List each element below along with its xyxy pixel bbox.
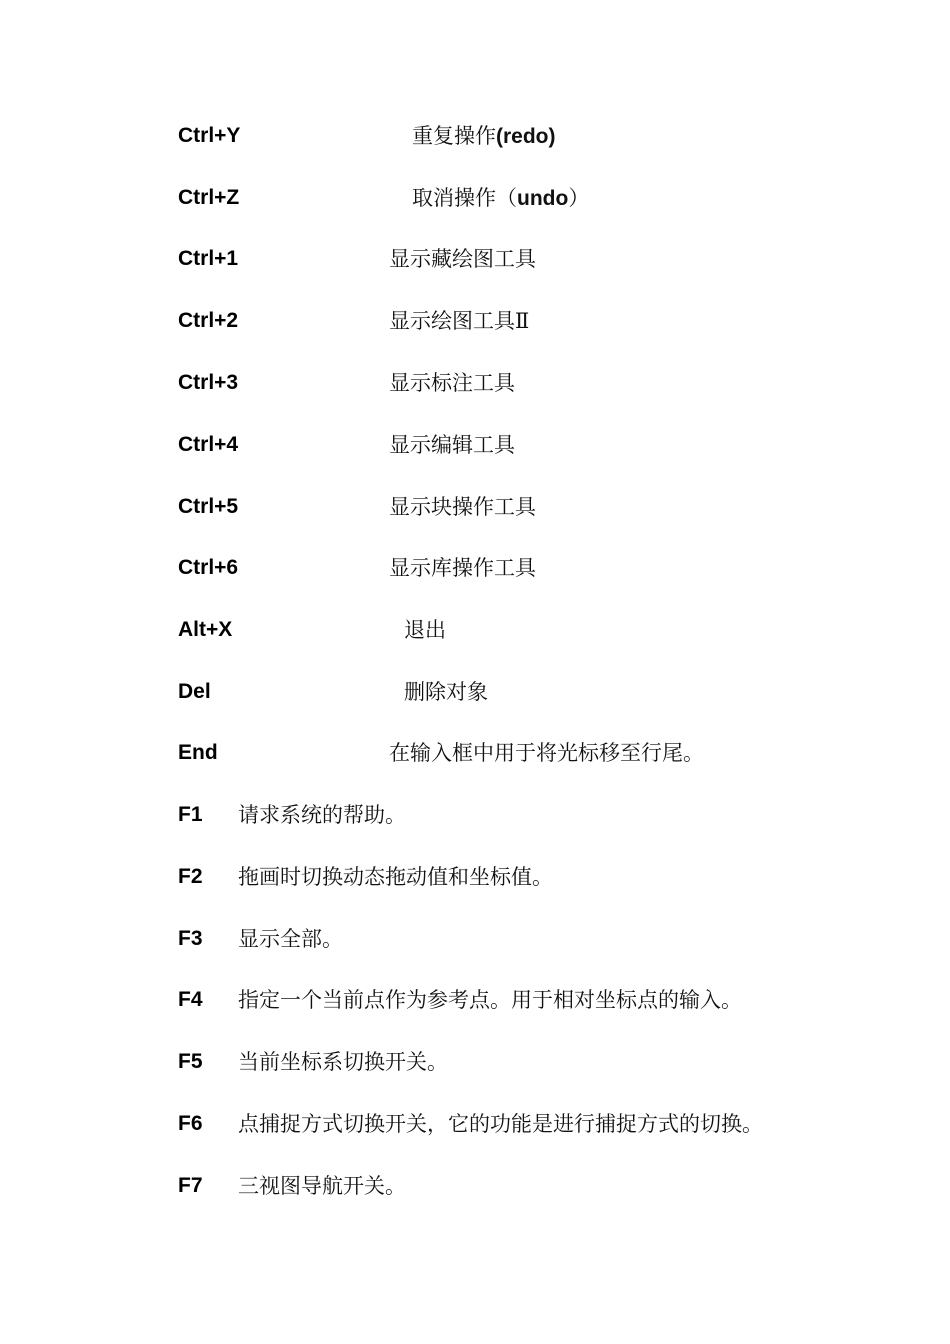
shortcut-key: Alt+X	[178, 618, 233, 641]
shortcut-row-f6	[0, 1104, 950, 1144]
shortcut-description: 三视图导航开关。	[238, 1174, 406, 1198]
shortcut-description: 请求系统的帮助。	[238, 803, 406, 827]
shortcut-description: 显示藏绘图工具	[389, 247, 536, 271]
shortcut-description: 删除对象	[404, 680, 488, 704]
shortcut-key: F6	[178, 1112, 203, 1135]
shortcut-key: Ctrl+1	[178, 247, 239, 270]
shortcut-description: 显示库操作工具	[389, 556, 536, 580]
shortcut-key: F2	[178, 865, 203, 888]
shortcut-key: F7	[178, 1174, 203, 1197]
shortcut-row-f5	[0, 1042, 950, 1082]
shortcut-key: End	[178, 741, 218, 764]
shortcut-row-ctrl-y	[0, 116, 950, 156]
shortcut-row-ctrl-3	[0, 363, 950, 403]
shortcut-key: Ctrl+2	[178, 309, 239, 332]
shortcut-row-end	[0, 733, 950, 773]
shortcut-row-f4	[0, 980, 950, 1020]
shortcut-row-ctrl-5	[0, 487, 950, 527]
shortcut-description: 显示编辑工具	[389, 433, 515, 457]
shortcut-row-alt-x	[0, 610, 950, 650]
shortcut-row-f2	[0, 857, 950, 897]
shortcut-row-ctrl-6	[0, 548, 950, 588]
shortcut-description: 显示全部。	[238, 927, 343, 951]
shortcut-row-del	[0, 672, 950, 712]
shortcut-description: 当前坐标系切换开关。	[238, 1050, 448, 1074]
shortcut-description: 拖画时切换动态拖动值和坐标值。	[238, 865, 553, 889]
shortcut-row-f1	[0, 795, 950, 835]
shortcut-description: 取消操作（undo）	[412, 186, 590, 210]
shortcut-description: 点捕捉方式切换开关，它的功能是进行捕捉方式的切换。	[238, 1112, 763, 1136]
shortcut-row-ctrl-1	[0, 239, 950, 279]
shortcut-key: Ctrl+3	[178, 371, 239, 394]
shortcut-description: 退出	[404, 618, 446, 642]
shortcut-row-ctrl-2	[0, 301, 950, 341]
shortcut-key: Ctrl+6	[178, 556, 239, 579]
shortcut-key: Ctrl+4	[178, 433, 239, 456]
shortcut-key: Ctrl+Z	[178, 186, 240, 209]
shortcut-row-ctrl-4	[0, 425, 950, 465]
shortcut-key: Del	[178, 680, 211, 703]
shortcut-description: 指定一个当前点作为参考点。用于相对坐标点的输入。	[238, 988, 742, 1012]
shortcut-key: F5	[178, 1050, 203, 1073]
shortcut-description: 显示标注工具	[389, 371, 515, 395]
shortcut-key: F1	[178, 803, 203, 826]
shortcut-key: F3	[178, 927, 203, 950]
shortcut-key: Ctrl+Y	[178, 124, 241, 147]
shortcut-key: Ctrl+5	[178, 495, 239, 518]
shortcut-row-f3	[0, 919, 950, 959]
shortcut-row-ctrl-z	[0, 178, 950, 218]
shortcut-description: 显示块操作工具	[389, 495, 536, 519]
shortcut-key: F4	[178, 988, 203, 1011]
shortcut-description: 在输入框中用于将光标移至行尾。	[389, 741, 704, 765]
shortcut-row-f7	[0, 1166, 950, 1206]
shortcut-description: 显示绘图工具Ⅱ	[389, 309, 530, 333]
shortcut-description: 重复操作(redo)	[412, 124, 556, 148]
